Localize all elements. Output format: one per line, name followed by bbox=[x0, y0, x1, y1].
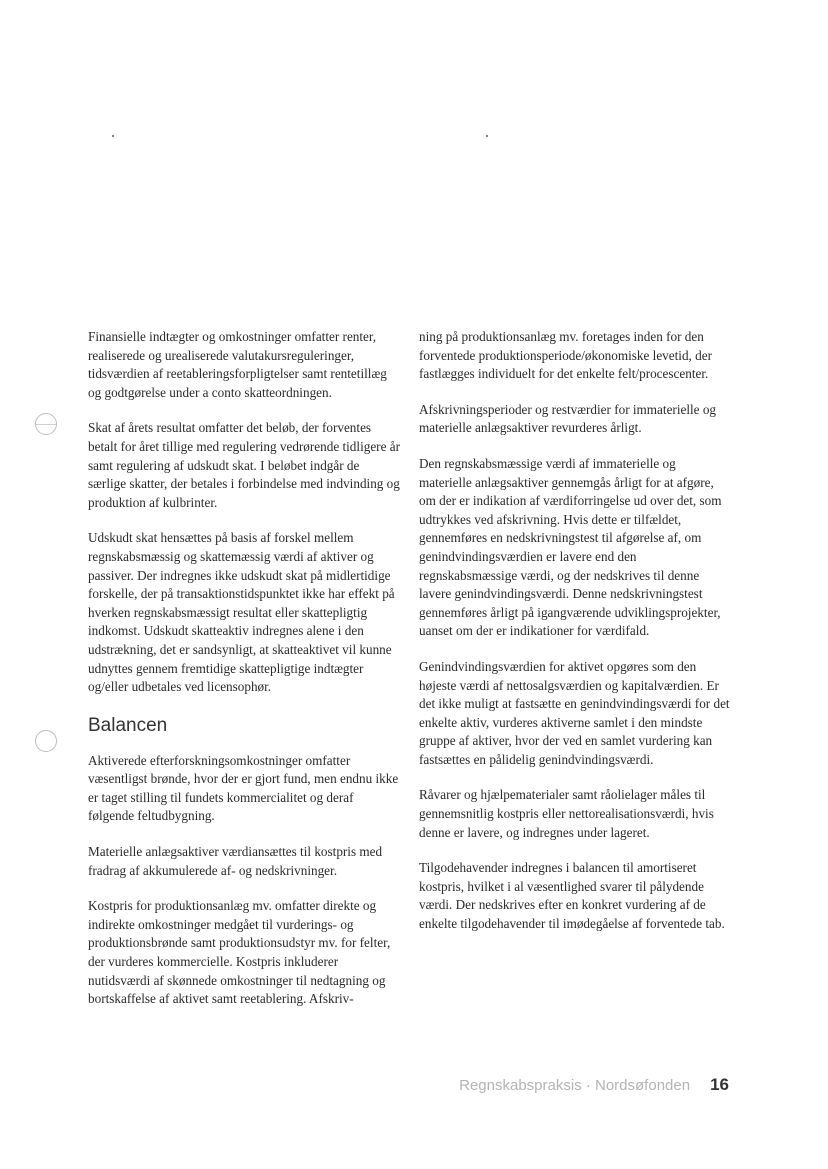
section-heading: Balancen bbox=[88, 714, 168, 736]
paragraph: Tilgodehavender indregnes i balancen til amortiseret kostpris, hvilket i al væsentlighed svarer til pålydende værdi. Der nedskrives efter en konkret vurdering af de enkelte tilgodehavender til imødegåelse af forventede tab. bbox=[419, 860, 725, 932]
footer-title: Regnskabspraksis · Nordsøfonden bbox=[459, 1077, 691, 1094]
paragraph: Aktiverede efterforskningsomkostninger omfatter væsentligst brønde, hvor der er gjort fund, men endnu ikke er taget stilling til fundets kommercialitet og deraf følgende feltudbygning. bbox=[88, 752, 399, 824]
paragraph: Råvarer og hjælpematerialer samt råolielager måles til gennemsnitlig kostpris eller nettorealisationsværdi, hvis denne er lavere, og indregnes under lageret. bbox=[419, 787, 714, 840]
paragraph: Materielle anlægsaktiver værdiansættes til kostpris med fradrag af akkumulerede af- og nedskrivninger. bbox=[88, 844, 383, 878]
page-number: 16 bbox=[710, 1075, 729, 1094]
paragraph: Afskrivningsperioder og restværdier for immaterielle og materielle anlægsaktiver revurderes årligt. bbox=[419, 401, 717, 436]
paragraph: Genindvindingsværdien for aktivet opgøres som den højeste værdi af nettosalgsværdien og kapitalværdien. Er det ikke muligt at fastsætte en genindvindingsværdi for det enkelte aktiv, vurderes aktiverne samlet i den mindste gruppe af aktiver, hvor der ved en samlet vurdering kan fastsættes en pålidelig genindvindingsværdi. bbox=[419, 658, 730, 767]
binder-hole-line bbox=[36, 424, 56, 425]
paragraph: Skat af årets resultat omfatter det beløb, der forventes betalt for året tillige med regulering vedrørende tidligere år samt regulering af udskudt skat. I beløbet indgår de særlige skatter, der betales i forbindelse med indvinding og produktion af kulbrinter. bbox=[88, 420, 400, 510]
paragraph: Finansielle indtægter og omkostninger omfatter renter, realiserede og urealiserede valutakursreguleringer, tidsværdien af reetableringsforpligtelser samt rentetillæg og godtgørelse under a conto skatteordningen. bbox=[88, 329, 387, 400]
scan-dot bbox=[112, 135, 114, 137]
paragraph: Udskudt skat hensættes på basis af forskel mellem regnskabsmæssig og skattemæssig værdi af aktiver og passiver. Der indregnes ikke udskudt skat på midlertidige forskelle, der på transaktionstidspunktet ikke har effekt på hverken regnskabsmæssigt resultat eller skattepligtig indkomst. Udskudt skatteaktiv indregnes alene i den udstrækning, det er sandsynligt, at skatteaktivet vil kunne udnyttes gennem fremtidige skattepligtige indtægter og/eller udbetales ved licensophør. bbox=[88, 530, 395, 695]
binder-hole-lower bbox=[35, 730, 57, 752]
left-column bbox=[88, 328, 400, 1026]
paragraph: ning på produktionsanlæg mv. foretages inden for den forventede produktionsperiode/økonomiske levetid, der fastlægges individuelt for det enkelte felt/procescenter. bbox=[419, 329, 712, 382]
binder-hole-upper bbox=[35, 413, 57, 435]
scan-dot bbox=[486, 135, 488, 137]
page-footer bbox=[459, 1075, 729, 1095]
paragraph: Kostpris for produktionsanlæg mv. omfatter direkte og indirekte omkostninger medgået til vurderings- og produktionsbrønde samt produktionsudstyr mv. for felter, der vurderes kommercielle. Kostpris inkluderer nutidsværdi af skønnede omkostninger til nedtagning og bortskaffelse af aktivet samt reetablering. Afskriv- bbox=[88, 898, 391, 1007]
right-column bbox=[419, 328, 731, 951]
paragraph: Den regnskabsmæssige værdi af immaterielle og materielle anlægsaktiver gennemgås årligt for at afgøre, om der er indikation af værdiforringelse ud over det, som udtrykkes ved afskrivning. Hvis dette er tilfældet, gennemføres en nedskrivningstest til afgørelse af, om genindvindingsværdien er lavere end den regnskabsmæssige værdi, og der nedskrives til denne lavere genindvindingsværdi. Denne nedskrivningstest gennemføres årligt på igangværende udviklingsprojekter, uanset om der er indikationer for værdifald. bbox=[419, 455, 722, 639]
